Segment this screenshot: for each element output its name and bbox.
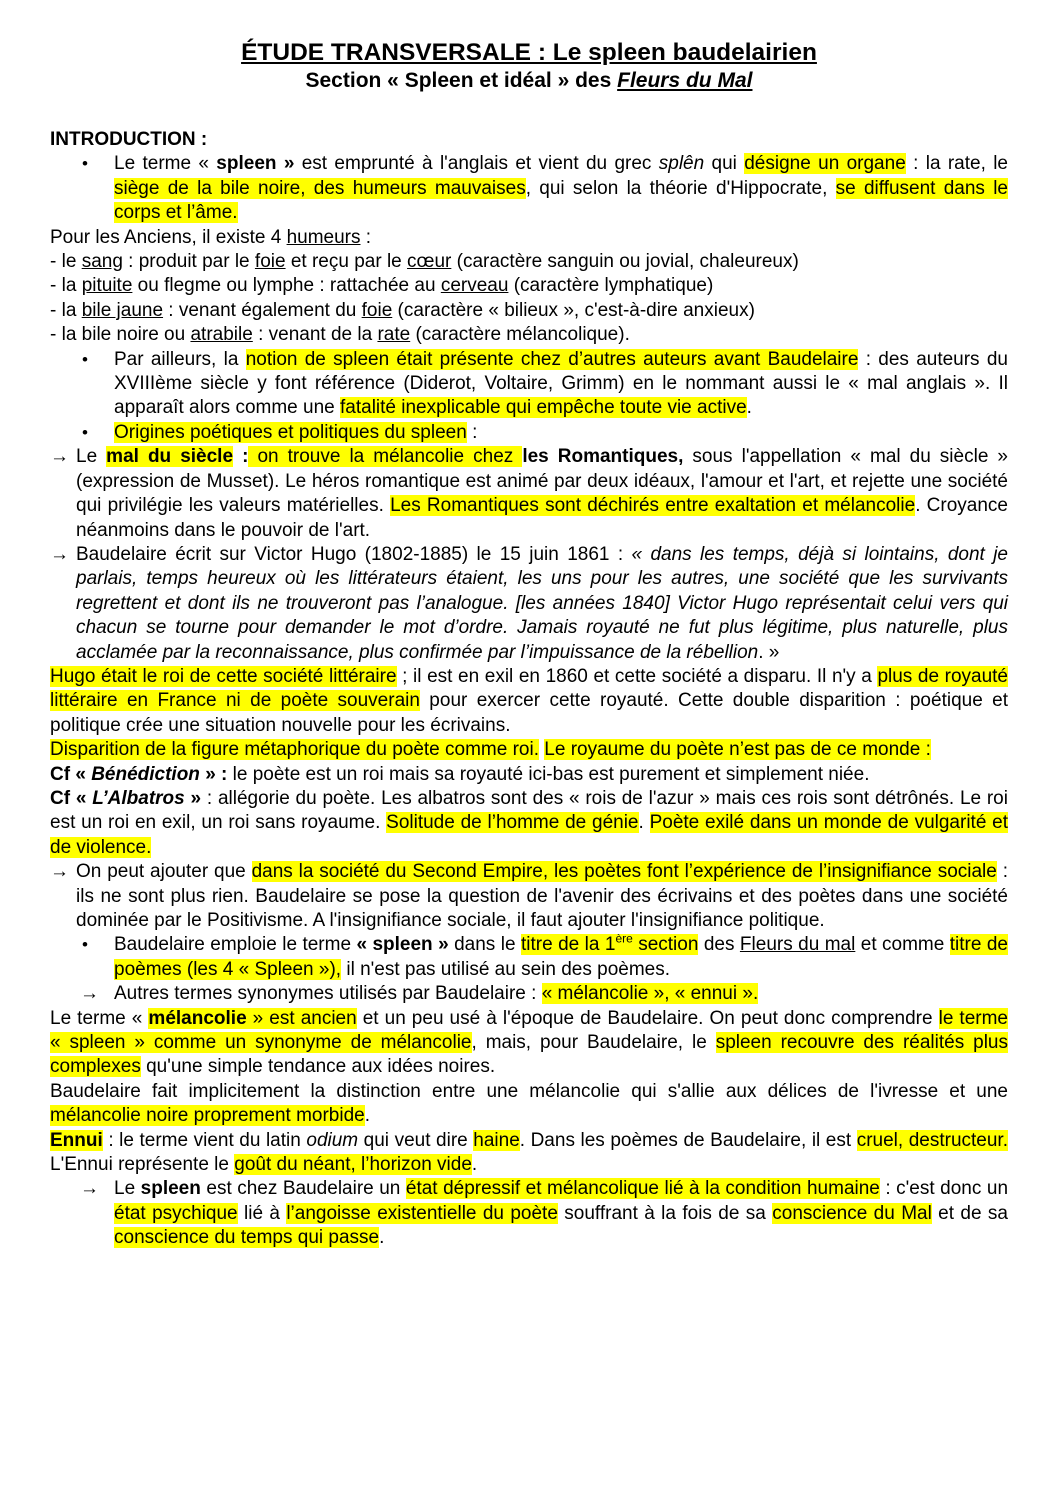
text: : le terme vient du latin — [102, 1129, 307, 1151]
humour-line-pituite — [50, 274, 1008, 298]
text: L'Ennui représente le — [50, 1154, 235, 1176]
text: Cf « — [50, 763, 92, 785]
text: - le — [50, 251, 82, 273]
text: . — [364, 1105, 370, 1127]
text: spleen — [140, 1178, 201, 1200]
highlight: Les Romantiques sont déchirés entre exaltation et mélancolie — [390, 495, 916, 517]
text: Autres termes synonymes utilisés par Baudelaire : — [114, 983, 542, 1005]
subtitle-work: Fleurs du Mal — [617, 69, 753, 92]
highlight: état psychique — [114, 1202, 238, 1224]
text: Cf « — [50, 787, 93, 809]
text: atrabile — [190, 324, 253, 346]
text: les Romantiques — [522, 446, 679, 468]
text: spleen » — [216, 153, 295, 175]
text: Le terme « — [114, 153, 217, 175]
text: Le — [76, 446, 107, 468]
text: cerveau — [440, 275, 509, 297]
text: et un peu usé à l'époque de Baudelaire. On peut donc comprendre — [356, 1007, 939, 1029]
highlight: siège de la bile noire, des humeurs mauvaises — [114, 177, 526, 199]
highlight: » est ancien — [246, 1007, 357, 1029]
mal-du-siecle-item — [50, 445, 1008, 543]
text: - la — [50, 275, 82, 297]
poem-title: L’Albatros — [92, 787, 185, 809]
arrow-icon: → — [50, 446, 69, 468]
text: Le — [114, 1178, 141, 1200]
text: . Dans les poèmes de Baudelaire, il est — [519, 1129, 857, 1151]
text: et comme — [855, 934, 950, 956]
text: pituite — [81, 275, 133, 297]
highlight: conscience du Mal — [772, 1202, 932, 1224]
text: humeurs — [286, 226, 361, 248]
hugo-roi-paragraph — [50, 665, 1008, 738]
highlight: spleen recouvre des réalités plus complexes — [50, 1032, 1008, 1078]
humours-intro — [50, 226, 1008, 250]
highlight: le terme « spleen » comme un synonyme de mélancolie — [50, 1007, 1008, 1054]
highlight: désigne un organe — [744, 153, 906, 175]
text: section — [632, 934, 699, 956]
text: , — [678, 446, 684, 468]
text: (caractère sanguin ou jovial, chaleureux) — [451, 251, 799, 273]
text: On peut ajouter que — [76, 861, 252, 883]
highlight: état dépressif et mélancolique lié à la condition humaine — [405, 1178, 880, 1200]
text: foie — [361, 299, 393, 321]
text: qui — [704, 153, 745, 175]
text: - la — [50, 299, 82, 321]
arrow-icon: → — [50, 543, 69, 565]
arrow-icon: → — [80, 1178, 99, 1200]
spleen-usage-bullet — [50, 933, 1008, 982]
melancolie-paragraph — [50, 1007, 1008, 1080]
text: souffrant à la fois de sa — [557, 1202, 773, 1224]
poem-title: Bénédiction — [91, 763, 200, 785]
synonymes-item — [50, 982, 1008, 1006]
text: . — [471, 1154, 478, 1176]
highlight: titre de poèmes (les 4 « Spleen »), — [114, 934, 1009, 980]
text: : produit par le — [122, 251, 255, 273]
disparition-paragraph — [50, 738, 1008, 762]
highlight: Ennui — [50, 1129, 103, 1151]
mal-anglais-bullet — [50, 348, 1008, 421]
benediction-paragraph — [50, 763, 1008, 787]
highlight: mal du siècle — [106, 446, 234, 468]
text: : — [233, 446, 249, 468]
document-subtitle — [50, 68, 1008, 94]
text: » — [184, 787, 202, 809]
distinction-paragraph — [50, 1080, 1008, 1129]
text: : venant de la — [252, 324, 378, 346]
text: titre de la 1 — [520, 934, 616, 956]
subtitle-prefix: Section « Spleen et idéal » des — [305, 69, 618, 92]
highlight: se diffusent dans le corps et l’âme. — [114, 177, 1008, 224]
spleen-definition-item — [50, 1177, 1008, 1250]
arrow-icon: → — [50, 861, 69, 883]
text: . — [746, 397, 752, 419]
highlight: Hugo était le roi de cette société littéraire — [50, 665, 397, 687]
text: le poète est un roi mais sa royauté ici-bas est purement et simplement niée. — [227, 763, 870, 785]
text: Le terme « — [50, 1007, 149, 1029]
spleen-etymology-bullet — [50, 152, 1008, 225]
text: : allégorie du poète. Les albatros sont des « rois de l'azur » mais ces rois sont détrônés. Le roi est un roi en exil, un roi sans royaume. — [50, 787, 1008, 834]
highlight: cruel, destructeur. — [856, 1129, 1008, 1151]
highlight: l’angoisse existentielle du poète — [286, 1202, 558, 1224]
text: bile jaune — [81, 299, 164, 321]
text: ou flegme ou lymphe : rattachée au — [132, 275, 441, 297]
text: est emprunté à l'anglais et vient du grec — [294, 153, 659, 175]
text: cœur — [407, 251, 452, 273]
text: il n'est pas utilisé au sein des poèmes. — [341, 958, 670, 980]
text: splên — [658, 153, 705, 175]
text: , qui selon la théorie d'Hippocrate, — [525, 177, 836, 199]
text: et de sa — [931, 1202, 1008, 1224]
highlight: goût du néant, l’horizon vide — [234, 1154, 472, 1176]
text: : — [360, 226, 372, 248]
text: Pour les Anciens, il existe 4 — [50, 226, 287, 248]
text: (caractère lymphatique) — [508, 275, 714, 297]
highlight: haine — [473, 1129, 520, 1151]
text: Baudelaire écrit sur Victor Hugo (1802-1885) le 15 juin 1861 : — [76, 543, 632, 565]
ennui-paragraph — [50, 1129, 1008, 1178]
text: : c'est donc un — [879, 1178, 1009, 1200]
text: , mais, pour Baudelaire, le — [471, 1032, 716, 1054]
text: Baudelaire emploie le terme — [114, 934, 357, 956]
text: qu'une simple tendance aux idées noires. — [140, 1056, 496, 1078]
humour-line-sang — [50, 250, 1008, 274]
text: : venant également du — [163, 299, 362, 321]
text: : des auteurs du XVIIIème siècle y font référence (Diderot, Voltaire, Grimm) en le nommant aussi le « mal anglais ». Il apparaît alors comme une — [114, 348, 1008, 419]
text: : la rate, le — [905, 153, 1008, 175]
highlight: Disparition de la figure métaphorique du poète comme roi. — [50, 739, 539, 761]
highlight: Solitude de l’homme de génie — [386, 812, 639, 834]
quote: « dans les temps, déjà si lointains, dont je parlais, temps heureux où les littérateurs étaient, les uns pour les autres, une société que les survivants regrettent et dont ils ne trouveront pas l’analogue. [les années 1840] Victor Hugo représentait celui vers qui chacun se tourne pour demander le mot d’ordre. Jamais royauté ne fut plus légitime, plus naturelle, plus acclamée par la reconnaissance, plus confirmée par l’impuissance de la rébellion — [76, 543, 1008, 663]
text: dans le — [448, 934, 521, 956]
text: » : — [199, 763, 228, 785]
text: et reçu par le — [285, 251, 408, 273]
highlight: on trouve la mélancolie chez — [248, 446, 523, 468]
text: - la bile noire ou — [50, 324, 191, 346]
highlight: mélancolie noire proprement morbide — [50, 1105, 365, 1127]
highlight: « mélancolie », « ennui ». — [541, 983, 759, 1005]
text: . — [379, 1227, 385, 1249]
highlight: Le royaume du poète n’est pas de ce monde : — [544, 739, 931, 761]
text: pour exercer cette royauté. Cette double disparition : poétique et politique crée une situation nouvelle pour les écrivains. — [50, 690, 1008, 736]
text: Par ailleurs, la — [114, 348, 246, 370]
text: (caractère mélancolique). — [410, 324, 630, 346]
text: des — [698, 934, 740, 956]
highlight: notion de spleen était présente chez d’autres auteurs avant Baudelaire — [245, 348, 859, 370]
text: « spleen » — [356, 934, 449, 956]
highlight: mélancolie — [148, 1007, 247, 1029]
origins-bullet — [50, 421, 1008, 445]
text: foie — [254, 251, 286, 273]
highlight: plus de royauté littéraire en France ni de poète souverain — [50, 665, 1009, 712]
text: Baudelaire fait implicitement la distinction entre une mélancolie qui s'allie aux délices de l'ivresse et une — [50, 1080, 1008, 1102]
humour-line-bile-jaune — [50, 299, 1008, 323]
humour-line-bile-noire — [50, 323, 1008, 347]
text: : ils ne sont plus rien. Baudelaire se pose la question de l'avenir des écrivains et des poètes dans une société dominée par le Positivisme. A l'insignifiance sociale, il faut ajouter l'insignifiance politique. — [76, 861, 1008, 931]
text: : — [466, 421, 478, 443]
highlight: dans la société du Second Empire, les poètes font l’expérience de l’insignifiance sociale — [251, 861, 997, 883]
text: lié à — [237, 1202, 287, 1224]
albatros-paragraph — [50, 787, 1008, 860]
document-title: ÉTUDE TRANSVERSALE : Le spleen baudelairien — [241, 39, 817, 66]
text: rate — [377, 324, 411, 346]
text: (caractère « bilieux », c'est-à-dire anxieux) — [392, 299, 755, 321]
text: odium — [306, 1129, 359, 1151]
text: . » — [758, 641, 780, 663]
text: . — [638, 812, 650, 834]
text: sous l'appellation « mal du siècle » (expression de Musset). Le héros romantique est animé par deux idéaux, l'amour et l'art, et rejette une société qui privilégie les valeurs matérielles. — [76, 446, 1008, 517]
superscript: ère — [615, 932, 633, 947]
text: qui veut dire — [358, 1129, 474, 1151]
text: sang — [81, 251, 123, 273]
highlight: Poète exilé dans un monde de vulgarité et de violence. — [50, 812, 1009, 858]
introduction-heading: INTRODUCTION : — [50, 129, 208, 150]
arrow-icon: → — [80, 983, 99, 1005]
text: Fleurs du mal — [739, 934, 856, 956]
text: est chez Baudelaire un — [200, 1178, 406, 1200]
text: . Croyance néanmoins dans le pouvoir de l'art. — [76, 495, 1008, 541]
text: ; il est en exil en 1860 et cette société a disparu. Il n'y a — [396, 665, 878, 687]
highlight — [521, 934, 698, 955]
highlight: conscience du temps qui passe — [114, 1227, 380, 1249]
hugo-quote-item — [50, 543, 1008, 665]
insignifiance-item — [50, 860, 1008, 933]
highlight: Origines poétiques et politiques du spleen — [114, 421, 467, 443]
highlight: fatalité inexplicable qui empêche toute vie active — [340, 397, 747, 419]
